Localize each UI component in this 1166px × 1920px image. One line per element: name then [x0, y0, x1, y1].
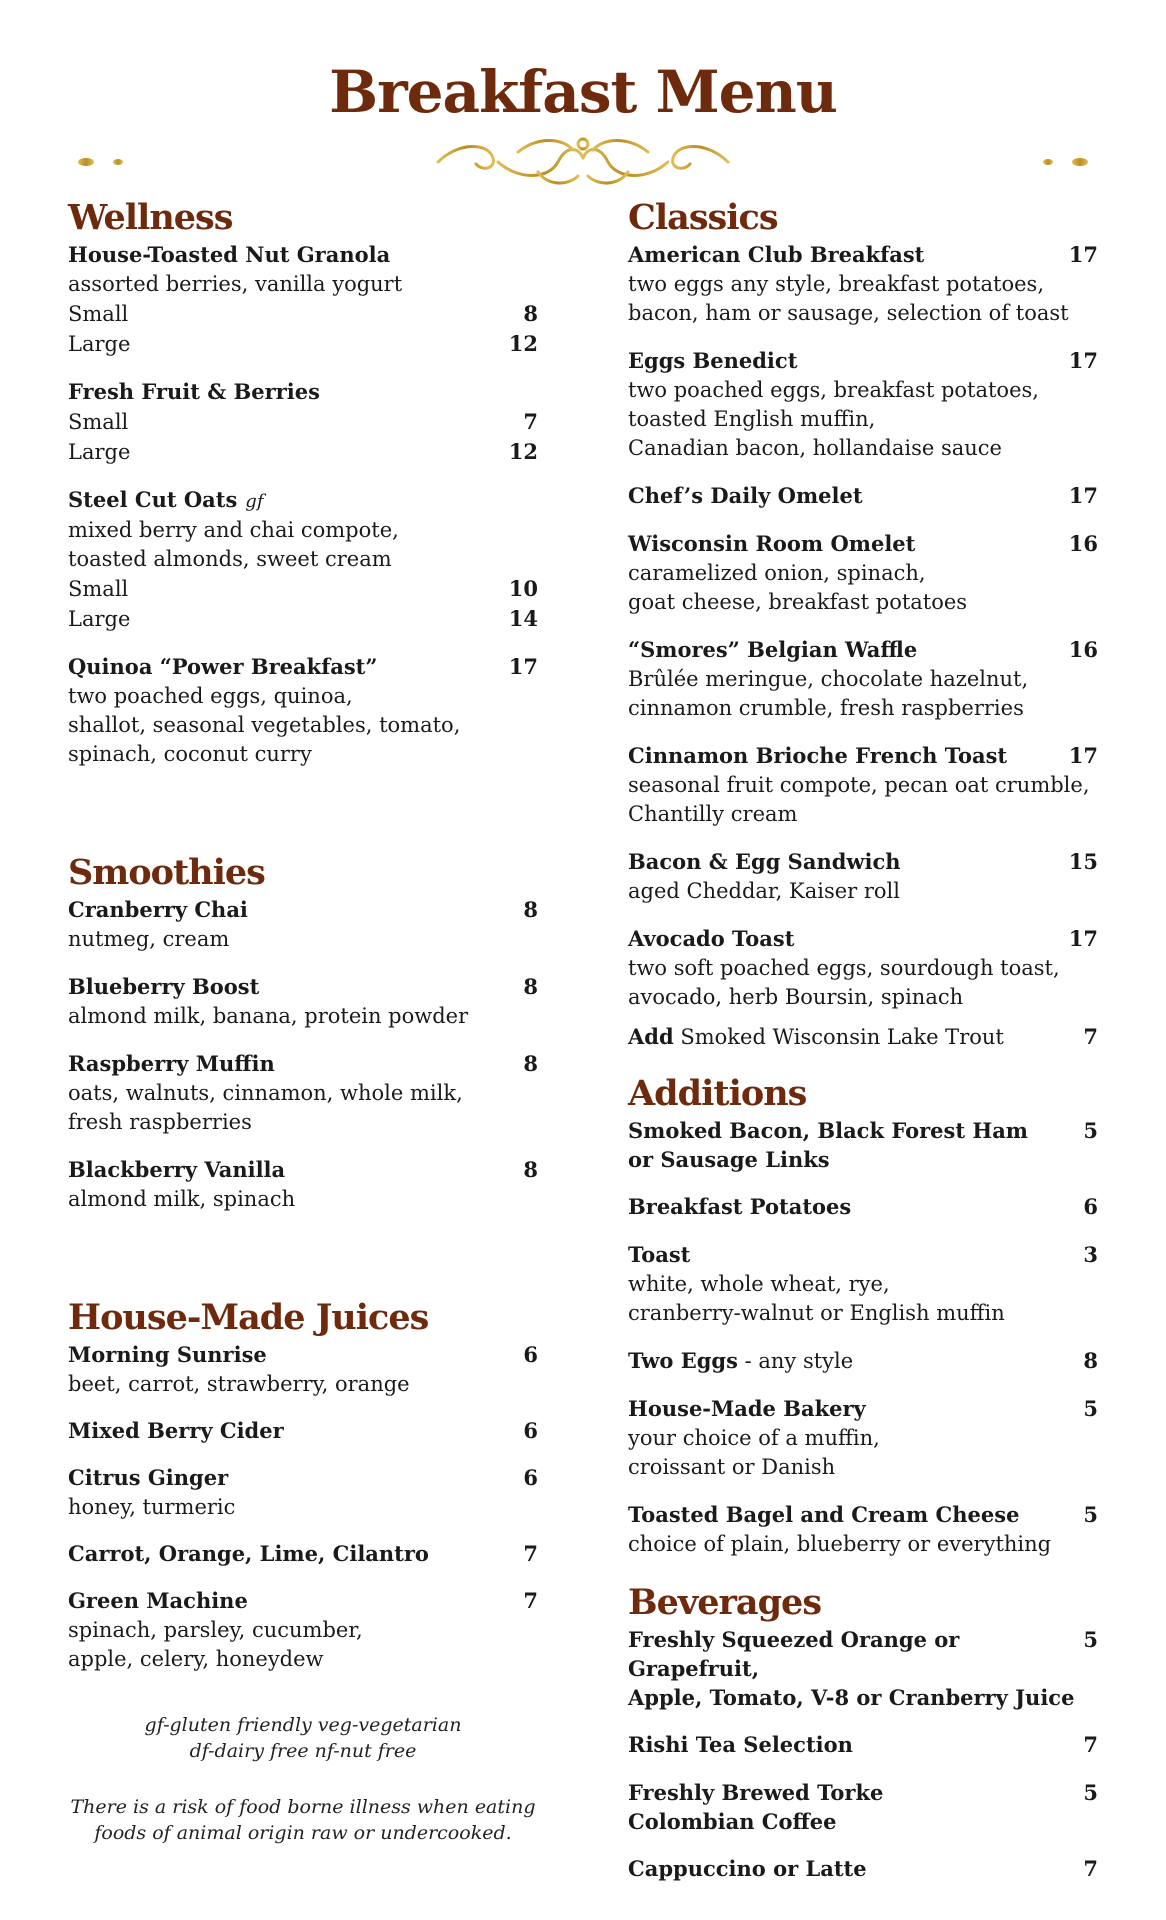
- food-safety-warning: [68, 1794, 538, 1846]
- size-price: 10: [508, 576, 538, 601]
- item-description: cinnamon crumble, fresh raspberries: [628, 696, 1024, 720]
- item-description: two poached eggs, breakfast potatoes,: [628, 378, 1039, 402]
- menu-item: [628, 240, 1098, 328]
- item-description: Canadian bacon, hollandaise sauce: [628, 436, 1002, 460]
- size-row: [68, 299, 538, 329]
- item-description: two eggs any style, breakfast potatoes,: [628, 272, 1045, 296]
- item-price: 17: [1068, 743, 1098, 768]
- item-title: [68, 1416, 284, 1446]
- menu-section: [68, 1296, 538, 1674]
- add-on-text: [628, 1022, 1004, 1052]
- menu-item: [68, 972, 538, 1031]
- section-title: Additions: [628, 1073, 807, 1114]
- item-description: two poached eggs, quinoa,: [68, 684, 353, 708]
- menu-item: [68, 652, 538, 769]
- menu-item: [68, 240, 538, 359]
- item-row: [628, 1145, 1098, 1174]
- item-row: [628, 1394, 1098, 1424]
- item-price: 17: [1068, 483, 1098, 508]
- item-row: [68, 652, 538, 682]
- dietary-legend: [68, 1712, 538, 1764]
- item-name-suffix: - any style: [737, 1349, 854, 1373]
- menu-item: [68, 377, 538, 467]
- item-row: [68, 240, 538, 270]
- item-title: [628, 635, 917, 665]
- item-name: Green Machine: [68, 1588, 248, 1613]
- item-name: Quinoa “Power Breakfast”: [68, 654, 378, 679]
- item-title: [628, 481, 863, 511]
- item-description: goat cheese, breakfast potatoes: [628, 590, 968, 614]
- menu-item: [628, 847, 1098, 906]
- item-description: oats, walnuts, cinnamon, whole milk,: [68, 1081, 463, 1105]
- item-title: [68, 895, 248, 925]
- item-title: [628, 924, 794, 954]
- menu-item: [628, 1778, 1098, 1836]
- item-price: 6: [523, 1342, 538, 1367]
- size-row: [68, 437, 538, 467]
- left-column: [68, 196, 538, 1674]
- size-row: [68, 574, 538, 604]
- size-row: [68, 407, 538, 437]
- menu-item: [628, 529, 1098, 617]
- item-name: Cinnamon Brioche French Toast: [628, 743, 1008, 768]
- item-title: [68, 972, 259, 1002]
- item-row: [68, 1049, 538, 1079]
- size-label: Large: [68, 332, 131, 356]
- item-price: 5: [1083, 1396, 1098, 1421]
- item-price: 6: [1083, 1194, 1098, 1219]
- warning-line: foods of animal origin raw or undercooked.: [94, 1822, 512, 1844]
- item-row: [68, 1463, 538, 1493]
- item-description: Chantilly cream: [628, 802, 798, 826]
- menu-item: [68, 1416, 538, 1446]
- item-description: mixed berry and chai compote,: [68, 518, 399, 542]
- item-row: [68, 1155, 538, 1185]
- item-row: [68, 1416, 538, 1446]
- item-row: [628, 1625, 1098, 1683]
- menu-item: [68, 1539, 538, 1569]
- item-title: [68, 377, 320, 407]
- item-name: Wisconsin Room Omelet: [628, 531, 916, 556]
- menu-item: [628, 1346, 1098, 1376]
- menu-item: [68, 1586, 538, 1674]
- item-description: spinach, coconut curry: [68, 742, 312, 766]
- add-on-label: Add: [628, 1024, 674, 1049]
- menu-section: [68, 196, 538, 769]
- item-title: [68, 1155, 285, 1185]
- item-name: House-Toasted Nut Granola: [68, 242, 391, 267]
- item-name: Avocado Toast: [628, 926, 795, 951]
- menu-item: [628, 1730, 1098, 1760]
- size-label: Small: [68, 410, 129, 434]
- item-description: Brûlée meringue, chocolate hazelnut,: [628, 667, 1029, 691]
- menu-item: [628, 1500, 1098, 1559]
- item-description: toasted almonds, sweet cream: [68, 547, 392, 571]
- item-title: [628, 847, 901, 877]
- section-title: Smoothies: [68, 852, 265, 893]
- item-price: 8: [523, 1157, 538, 1182]
- item-price: 7: [1083, 1856, 1098, 1881]
- item-price: 8: [523, 974, 538, 999]
- item-row: [628, 481, 1098, 511]
- item-row: [68, 377, 538, 407]
- item-price: 16: [1068, 531, 1098, 556]
- item-price: 7: [1083, 1732, 1098, 1757]
- item-row: [628, 240, 1098, 270]
- item-description: two soft poached eggs, sourdough toast,: [628, 956, 1060, 980]
- menu-item: [68, 1049, 538, 1137]
- item-row: [628, 529, 1098, 559]
- item-name: Mixed Berry Cider: [68, 1418, 284, 1443]
- item-title: [68, 485, 263, 516]
- item-description: cranberry-walnut or English muffin: [628, 1301, 1005, 1325]
- size-price: 7: [523, 409, 538, 434]
- item-price: 3: [1083, 1242, 1098, 1267]
- item-row: [628, 847, 1098, 877]
- item-row: [68, 972, 538, 1002]
- item-name: Eggs Benedict: [628, 348, 798, 373]
- item-row: [628, 1854, 1098, 1884]
- item-title: [68, 652, 377, 682]
- menu-section: [628, 196, 1098, 1012]
- item-title: [628, 1192, 851, 1222]
- right-column: [628, 196, 1098, 1884]
- item-description: aged Cheddar, Kaiser roll: [628, 879, 900, 903]
- menu-item: [628, 1854, 1098, 1884]
- item-title: [628, 1394, 866, 1424]
- size-label: Large: [68, 607, 131, 631]
- item-title: [68, 1340, 267, 1370]
- item-price: 5: [1083, 1627, 1098, 1652]
- item-price: 8: [1083, 1348, 1098, 1373]
- item-row: [628, 924, 1098, 954]
- menu-item: [628, 1625, 1098, 1712]
- item-title: [628, 741, 1007, 771]
- size-row: [68, 329, 538, 359]
- item-price: 8: [523, 1051, 538, 1076]
- item-description: fresh raspberries: [68, 1110, 252, 1134]
- menu-item: [68, 485, 538, 634]
- item-description: nutmeg, cream: [68, 927, 230, 951]
- item-name: Apple, Tomato, V-8 or Cranberry Juice: [628, 1685, 1075, 1710]
- item-name: or Sausage Links: [628, 1147, 830, 1172]
- legend-line: df-dairy free nf-nut free: [189, 1740, 417, 1762]
- item-name: Bacon & Egg Sandwich: [628, 849, 901, 874]
- item-description: caramelized onion, spinach,: [628, 561, 926, 585]
- size-price: 8: [523, 301, 538, 326]
- menu-section: [628, 1072, 1098, 1559]
- item-row: [628, 635, 1098, 665]
- item-name: Cappuccino or Latte: [628, 1856, 867, 1881]
- item-price: 15: [1068, 849, 1098, 874]
- item-row: [628, 346, 1098, 376]
- item-name: Blueberry Boost: [68, 974, 260, 999]
- section-title: House-Made Juices: [68, 1297, 429, 1338]
- section-title: Wellness: [68, 197, 233, 238]
- item-name: Fresh Fruit & Berries: [68, 379, 320, 404]
- size-price: 14: [508, 606, 538, 631]
- item-name: Chef’s Daily Omelet: [628, 483, 863, 508]
- menu-item: [68, 895, 538, 954]
- item-title: [628, 1854, 867, 1884]
- menu-item: [628, 346, 1098, 463]
- item-description: beet, carrot, strawberry, orange: [68, 1372, 410, 1396]
- item-name: Steel Cut Oats: [68, 487, 238, 512]
- item-description: your choice of a muffin,: [628, 1426, 880, 1450]
- item-price: 17: [1068, 348, 1098, 373]
- item-row: [628, 1116, 1098, 1145]
- item-title: [628, 1346, 853, 1376]
- item-price: 16: [1068, 637, 1098, 662]
- item-price: 7: [523, 1541, 538, 1566]
- item-price: 17: [1068, 242, 1098, 267]
- item-row: [628, 1778, 1098, 1807]
- item-description: shallot, seasonal vegetables, tomato,: [68, 713, 461, 737]
- item-row: [68, 1340, 538, 1370]
- item-name: Morning Sunrise: [68, 1342, 267, 1367]
- item-description: white, whole wheat, rye,: [628, 1272, 890, 1296]
- item-name: Two Eggs: [628, 1348, 738, 1373]
- item-title: [628, 1240, 690, 1270]
- section-title: Classics: [628, 197, 778, 238]
- item-name: Citrus Ginger: [68, 1465, 229, 1490]
- item-row: [628, 741, 1098, 771]
- size-label: Small: [68, 302, 129, 326]
- item-description: almond milk, spinach: [68, 1187, 296, 1211]
- menu-item: [628, 1240, 1098, 1328]
- add-on-item: Smoked Wisconsin Lake Trout: [673, 1025, 1004, 1049]
- item-name: Raspberry Muffin: [68, 1051, 275, 1076]
- menu-item: [628, 635, 1098, 723]
- item-name: American Club Breakfast: [628, 242, 925, 267]
- menu-item: [628, 1192, 1098, 1222]
- dietary-tag: gf: [245, 491, 264, 512]
- item-name: House-Made Bakery: [628, 1396, 866, 1421]
- item-price: 5: [1083, 1118, 1098, 1143]
- item-row: [68, 1539, 538, 1569]
- menu-section: [628, 1581, 1098, 1884]
- item-price: 8: [523, 897, 538, 922]
- item-title: [68, 240, 390, 270]
- item-name: “Smores” Belgian Waffle: [628, 637, 918, 662]
- item-description: almond milk, banana, protein powder: [68, 1004, 469, 1028]
- item-title: [68, 1049, 275, 1079]
- menu-item: [628, 741, 1098, 829]
- decorative-divider-icon: [78, 132, 1088, 192]
- add-on-price: 7: [1083, 1024, 1098, 1049]
- item-price: 6: [523, 1418, 538, 1443]
- size-price: 12: [508, 331, 538, 356]
- menu-section: [68, 851, 538, 1214]
- menu-item: [68, 1340, 538, 1399]
- item-description: spinach, parsley, cucumber,: [68, 1618, 363, 1642]
- item-price: 5: [1083, 1502, 1098, 1527]
- item-description: choice of plain, blueberry or everything: [628, 1532, 1052, 1556]
- item-description: apple, celery, honeydew: [68, 1647, 324, 1671]
- item-description: croissant or Danish: [628, 1455, 836, 1479]
- section-title: Beverages: [628, 1582, 822, 1623]
- item-name: Rishi Tea Selection: [628, 1732, 853, 1757]
- item-row: [68, 485, 538, 516]
- item-title: [628, 529, 915, 559]
- item-row: [68, 1586, 538, 1616]
- item-name: Carrot, Orange, Lime, Cilantro: [68, 1541, 429, 1566]
- menu-item: [68, 1155, 538, 1214]
- item-title: [68, 1539, 429, 1569]
- item-description: toasted English muffin,: [628, 407, 876, 431]
- item-row: [628, 1346, 1098, 1376]
- menu-item: [628, 924, 1098, 1012]
- item-row: [628, 1500, 1098, 1530]
- menu-item: [628, 1394, 1098, 1482]
- item-description: bacon, ham or sausage, selection of toast: [628, 301, 1069, 325]
- add-on-row: [628, 1022, 1098, 1052]
- menu-item: [628, 481, 1098, 511]
- item-price: 5: [1083, 1780, 1098, 1805]
- item-description: seasonal fruit compote, pecan oat crumble,: [628, 773, 1090, 797]
- size-label: Small: [68, 577, 129, 601]
- item-name: Smoked Bacon, Black Forest Ham: [628, 1118, 1029, 1143]
- item-name: Colombian Coffee: [628, 1809, 837, 1834]
- item-description: assorted berries, vanilla yogurt: [68, 272, 403, 296]
- item-row: [628, 1683, 1098, 1712]
- item-price: 17: [508, 654, 538, 679]
- item-title: [68, 1463, 228, 1493]
- item-price: 6: [523, 1465, 538, 1490]
- item-name: Cranberry Chai: [68, 897, 248, 922]
- item-row: [628, 1240, 1098, 1270]
- item-price: 17: [1068, 926, 1098, 951]
- item-row: [628, 1807, 1098, 1836]
- item-name: Freshly Squeezed Orange or Grapefruit,: [628, 1627, 960, 1681]
- item-row: [628, 1730, 1098, 1760]
- item-price: 7: [523, 1588, 538, 1613]
- page-title: Breakfast Menu: [329, 58, 837, 126]
- item-name: Blackberry Vanilla: [68, 1157, 286, 1182]
- item-row: [628, 1192, 1098, 1222]
- item-name: Toast: [628, 1242, 691, 1267]
- item-title: [68, 1586, 248, 1616]
- item-name: Breakfast Potatoes: [628, 1194, 852, 1219]
- item-description: avocado, herb Boursin, spinach: [628, 985, 964, 1009]
- legend-line: gf-gluten friendly veg-vegetarian: [144, 1714, 462, 1736]
- menu-item: [68, 1463, 538, 1522]
- item-row: [68, 895, 538, 925]
- item-title: [628, 240, 924, 270]
- item-title: [628, 1500, 1019, 1530]
- size-label: Large: [68, 440, 131, 464]
- menu-item: [628, 1116, 1098, 1174]
- item-title: [628, 346, 797, 376]
- item-name: Toasted Bagel and Cream Cheese: [628, 1502, 1020, 1527]
- warning-line: There is a risk of food borne illness when eating: [70, 1796, 536, 1818]
- size-row: [68, 604, 538, 634]
- size-price: 12: [508, 439, 538, 464]
- item-name: Freshly Brewed Torke: [628, 1780, 884, 1805]
- item-description: honey, turmeric: [68, 1495, 236, 1519]
- item-title: [628, 1730, 853, 1760]
